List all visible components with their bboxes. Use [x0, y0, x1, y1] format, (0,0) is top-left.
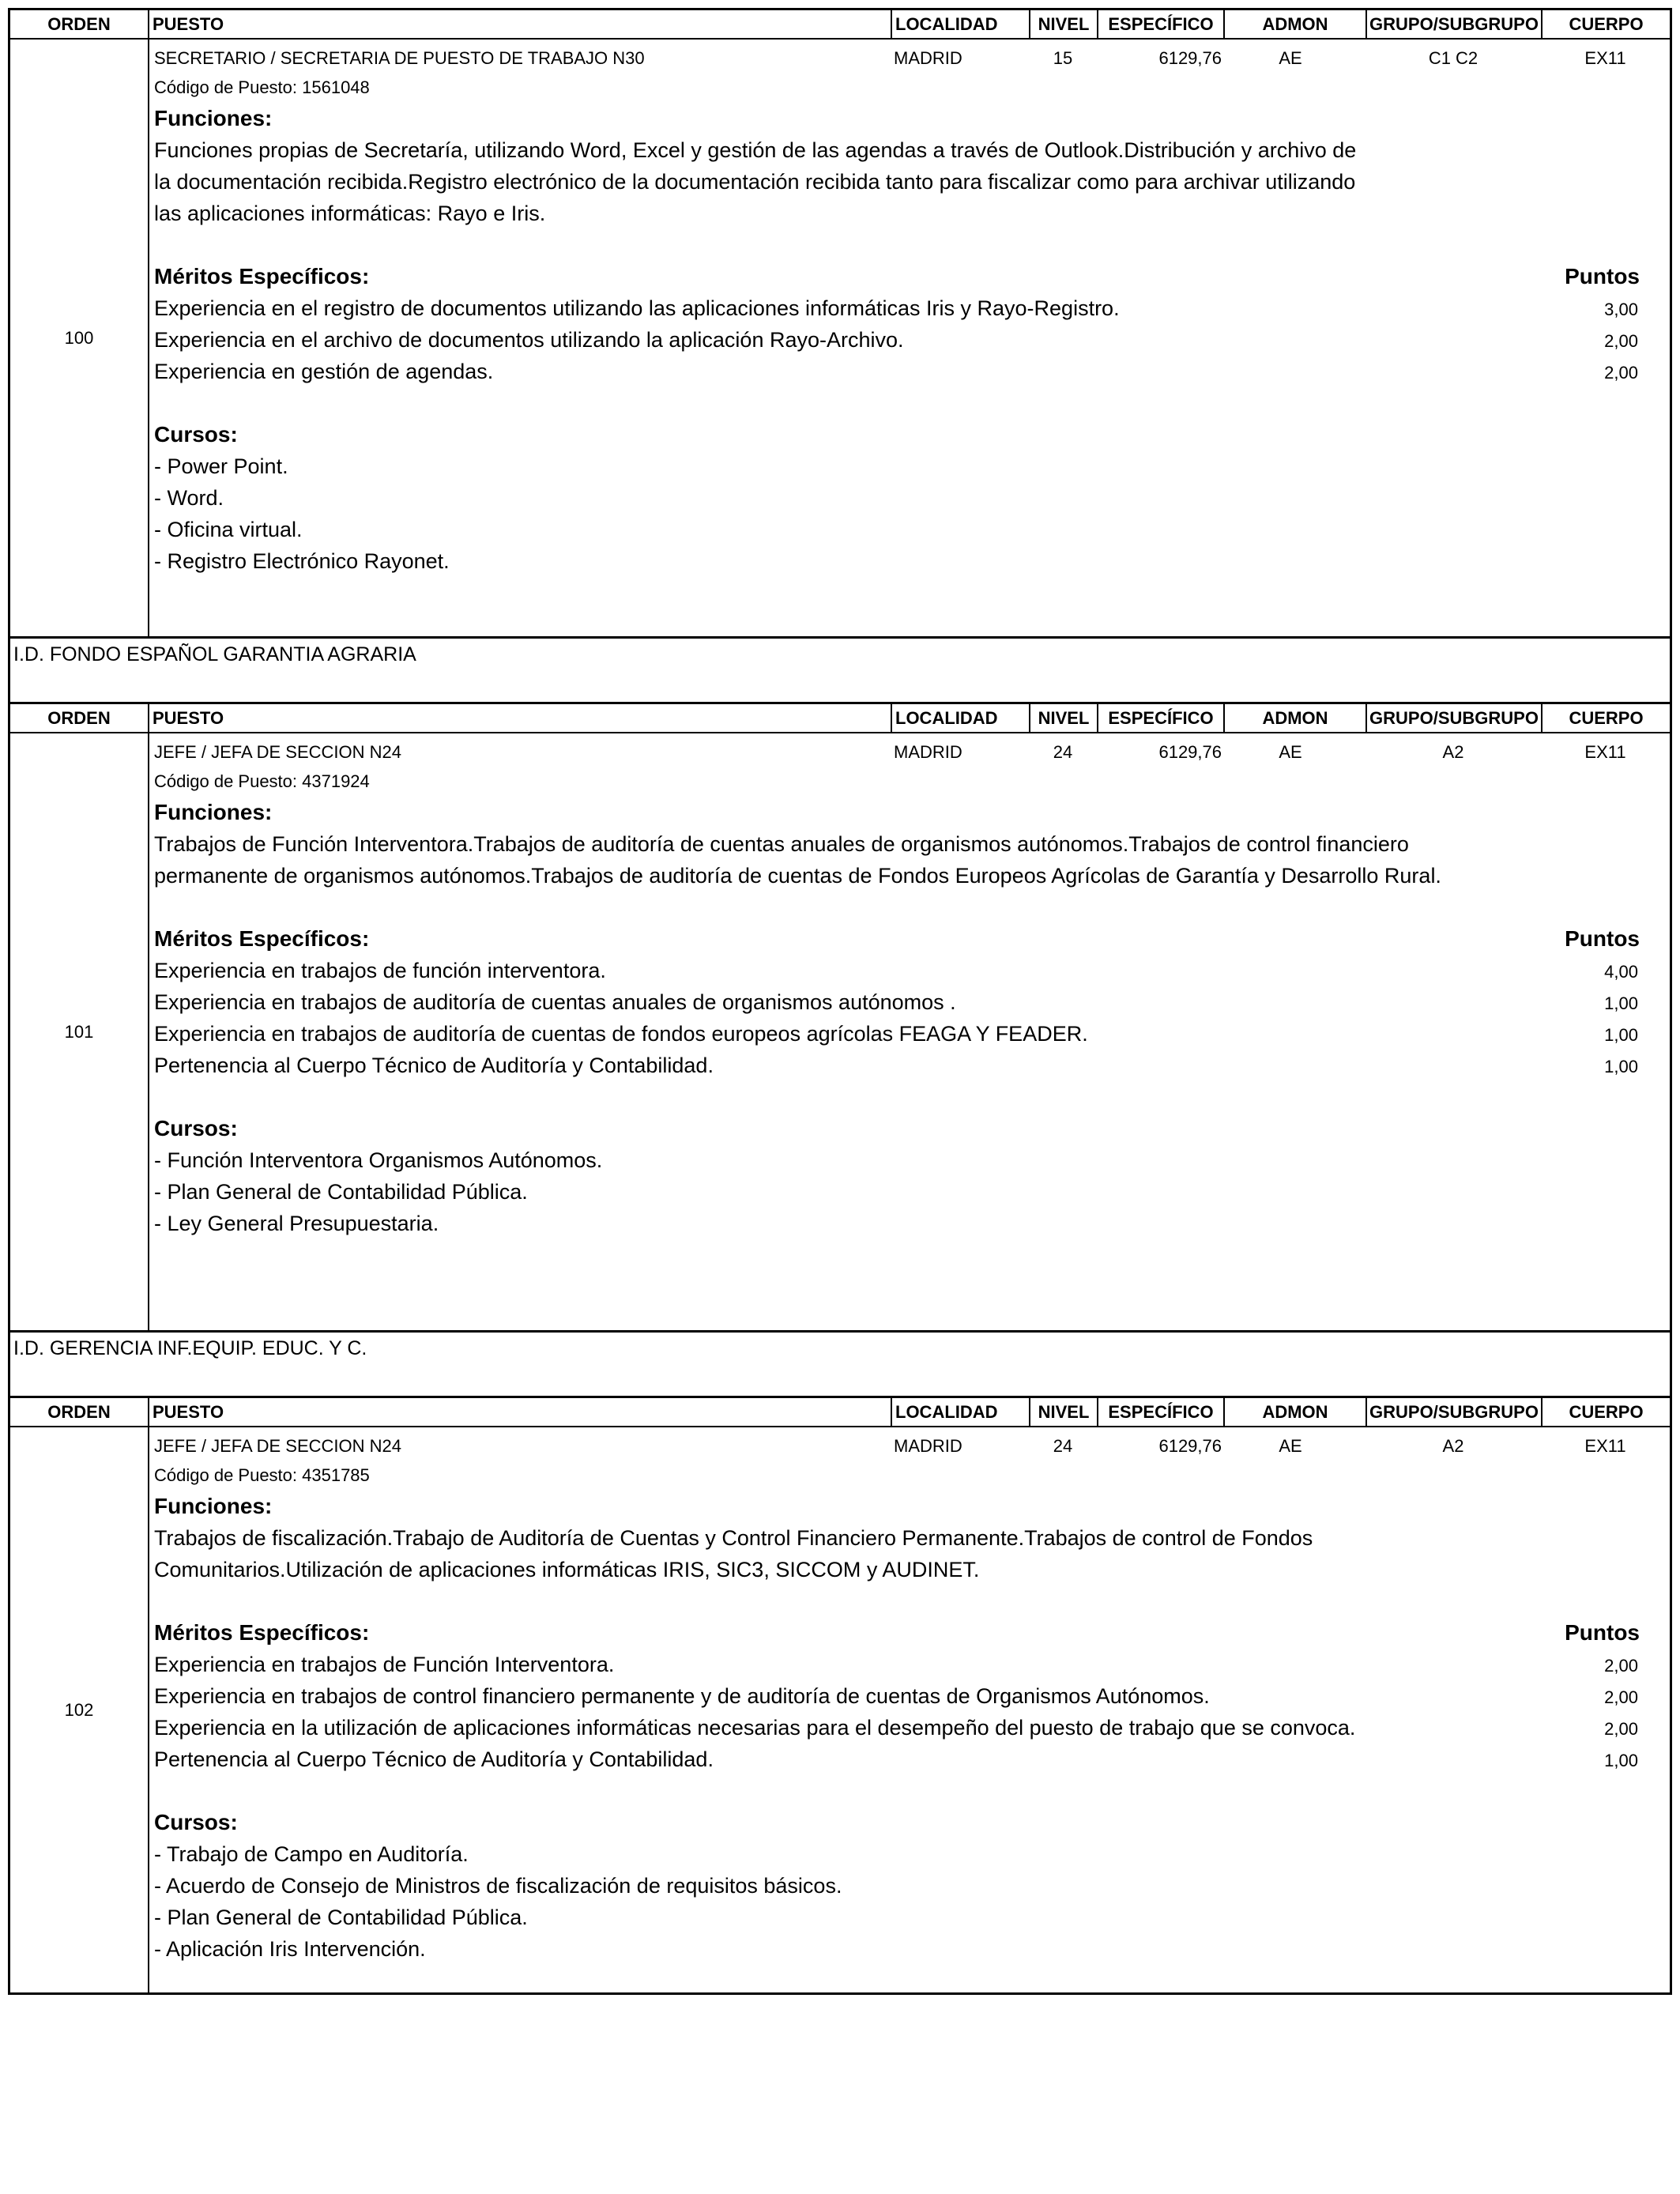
column-header: ADMON — [1223, 704, 1365, 732]
meritos-header — [154, 1617, 1670, 1649]
section-title-text: I.D. FONDO ESPAÑOL GARANTIA AGRARIA — [13, 643, 416, 665]
curso-item: - Ley General Presupuestaria. — [154, 1212, 439, 1235]
merito-text: Experiencia en gestión de agendas. — [154, 360, 494, 383]
column-header: NIVEL — [1029, 10, 1097, 38]
merito-puntos: 2,00 — [1604, 363, 1638, 383]
field-admon: AE — [1279, 48, 1302, 68]
merito-row — [154, 1050, 1670, 1081]
field-admon: AE — [1279, 742, 1302, 762]
column-header: ADMON — [1223, 10, 1365, 38]
cursos-heading: Cursos: — [154, 1810, 238, 1834]
merito-row — [154, 1744, 1670, 1775]
puntos-heading: Puntos — [1565, 264, 1640, 288]
field-nivel: 24 — [1053, 742, 1073, 762]
column-divider — [148, 733, 149, 1330]
field-puesto: SECRETARIO / SECRETARIA DE PUESTO DE TRABAJO N30 — [154, 48, 645, 68]
merito-text: Pertenencia al Cuerpo Técnico de Auditoría y Contabilidad. — [154, 1054, 714, 1077]
entry-content — [154, 1491, 1670, 1965]
cursos-heading: Cursos: — [154, 422, 238, 447]
table-header — [8, 702, 1672, 733]
merito-puntos: 3,00 — [1604, 300, 1638, 319]
funciones-line: Trabajos de fiscalización.Trabajo de Auditoría de Cuentas y Control Financiero Permanente.Trabajos de control de Fondos — [154, 1526, 1313, 1550]
table-header — [8, 8, 1672, 40]
entry-content — [154, 797, 1670, 1239]
field-localidad: MADRID — [894, 742, 962, 762]
merito-puntos: 2,00 — [1604, 1656, 1638, 1676]
column-header: ESPECÍFICO — [1097, 10, 1223, 38]
column-header: CUERPO — [1541, 10, 1670, 38]
merito-row — [154, 1680, 1670, 1712]
column-header: ESPECÍFICO — [1097, 704, 1223, 732]
curso-item: - Acuerdo de Consejo de Ministros de fiscalización de requisitos básicos. — [154, 1874, 842, 1898]
curso-item: - Word. — [154, 486, 224, 510]
column-divider — [148, 40, 149, 636]
orden-number: 102 — [64, 1700, 94, 1720]
column-header: PUESTO — [148, 704, 891, 732]
codigo-puesto: Código de Puesto: 4371924 — [154, 771, 370, 791]
curso-item: - Registro Electrónico Rayonet. — [154, 549, 450, 573]
column-header: NIVEL — [1029, 1398, 1097, 1426]
column-header: LOCALIDAD — [891, 10, 1029, 38]
funciones-heading: Funciones: — [154, 800, 273, 824]
merito-text: Experiencia en trabajos de Función Interventora. — [154, 1653, 615, 1676]
field-localidad: MADRID — [894, 48, 962, 68]
curso-item: - Power Point. — [154, 454, 288, 478]
codigo-puesto: Código de Puesto: 4351785 — [154, 1465, 370, 1485]
column-header: CUERPO — [1541, 1398, 1670, 1426]
column-divider — [148, 1427, 149, 1992]
merito-row — [154, 955, 1670, 986]
orden-number: 100 — [64, 328, 94, 348]
merito-puntos: 1,00 — [1604, 1025, 1638, 1045]
curso-item: - Trabajo de Campo en Auditoría. — [154, 1842, 469, 1866]
meritos-heading: Méritos Específicos: — [154, 1620, 370, 1645]
orden-number: 101 — [64, 1022, 94, 1042]
field-nivel: 15 — [1053, 48, 1073, 68]
funciones-line: Funciones propias de Secretaría, utilizando Word, Excel y gestión de las agendas a través de Outlook.Distribución y archivo de — [154, 138, 1357, 162]
job-entry — [8, 1427, 1672, 1995]
merito-text: Experiencia en trabajos de función interventora. — [154, 959, 606, 982]
curso-item: - Función Interventora Organismos Autónomos. — [154, 1148, 603, 1172]
field-especifico: 6129,76 — [1158, 48, 1222, 68]
column-header: GRUPO/SUBGRUPO — [1365, 1398, 1541, 1426]
field-puesto: JEFE / JEFA DE SECCION N24 — [154, 742, 401, 762]
cursos-heading: Cursos: — [154, 1116, 238, 1140]
funciones-line: permanente de organismos autónomos.Trabajos de auditoría de cuentas de Fondos Europeos Agrícolas de Garantía y Desarrollo Rural. — [154, 864, 1441, 888]
curso-item: - Oficina virtual. — [154, 518, 303, 541]
field-cuerpo: EX11 — [1584, 1436, 1626, 1456]
merito-text: Experiencia en trabajos de control financiero permanente y de auditoría de cuentas de Organismos Autónomos. — [154, 1684, 1210, 1708]
column-header: PUESTO — [148, 1398, 891, 1426]
merito-text: Experiencia en trabajos de auditoría de cuentas de fondos europeos agrícolas FEAGA Y FEADER. — [154, 1022, 1088, 1046]
merito-row — [154, 324, 1670, 356]
column-header: PUESTO — [148, 10, 891, 38]
column-header: GRUPO/SUBGRUPO — [1365, 704, 1541, 732]
merito-puntos: 2,00 — [1604, 1719, 1638, 1739]
funciones-heading: Funciones: — [154, 106, 273, 130]
field-grupo: A2 — [1442, 1436, 1464, 1456]
column-header: LOCALIDAD — [891, 1398, 1029, 1426]
merito-row — [154, 292, 1670, 324]
puntos-heading: Puntos — [1565, 1620, 1640, 1645]
merito-puntos: 1,00 — [1604, 1751, 1638, 1770]
meritos-heading: Méritos Específicos: — [154, 264, 370, 288]
meritos-header — [154, 261, 1670, 292]
codigo-puesto: Código de Puesto: 1561048 — [154, 77, 370, 97]
meritos-heading: Méritos Específicos: — [154, 926, 370, 951]
merito-text: Experiencia en trabajos de auditoría de cuentas anuales de organismos autónomos . — [154, 990, 956, 1014]
puntos-heading: Puntos — [1565, 926, 1640, 951]
merito-row — [154, 986, 1670, 1018]
merito-row — [154, 1018, 1670, 1050]
merito-text: Experiencia en la utilización de aplicaciones informáticas necesarias para el desempeño del puesto de trabajo que se convoca. — [154, 1716, 1356, 1740]
column-header: NIVEL — [1029, 704, 1097, 732]
section-title-text: I.D. GERENCIA INF.EQUIP. EDUC. Y C. — [13, 1337, 367, 1359]
field-puesto: JEFE / JEFA DE SECCION N24 — [154, 1436, 401, 1456]
meritos-header — [154, 923, 1670, 955]
merito-text: Experiencia en el registro de documentos utilizando las aplicaciones informáticas Iris y Rayo-Registro. — [154, 296, 1120, 320]
column-header: ORDEN — [47, 708, 111, 728]
merito-row — [154, 1712, 1670, 1744]
merito-puntos: 2,00 — [1604, 331, 1638, 351]
column-header: ESPECÍFICO — [1097, 1398, 1223, 1426]
merito-row — [154, 1649, 1670, 1680]
field-cuerpo: EX11 — [1584, 48, 1626, 68]
column-header: GRUPO/SUBGRUPO — [1365, 10, 1541, 38]
column-header: ORDEN — [47, 1402, 111, 1422]
entry-content — [154, 103, 1670, 577]
field-especifico: 6129,76 — [1158, 1436, 1222, 1456]
funciones-line: las aplicaciones informáticas: Rayo e Iris. — [154, 202, 546, 225]
field-grupo: A2 — [1442, 742, 1464, 762]
funciones-line: la documentación recibida.Registro electrónico de la documentación recibida tanto para fiscalizar como para archivar utilizando — [154, 170, 1356, 194]
funciones-line: Comunitarios.Utilización de aplicaciones informáticas IRIS, SIC3, SICCOM y AUDINET. — [154, 1558, 980, 1581]
column-header: LOCALIDAD — [891, 704, 1029, 732]
field-nivel: 24 — [1053, 1436, 1073, 1456]
table-header — [8, 1396, 1672, 1427]
funciones-heading: Funciones: — [154, 1494, 273, 1518]
document-page — [8, 8, 1672, 1995]
curso-item: - Plan General de Contabilidad Pública. — [154, 1906, 528, 1929]
field-admon: AE — [1279, 1436, 1302, 1456]
job-entry — [8, 40, 1672, 639]
field-cuerpo: EX11 — [1584, 742, 1626, 762]
curso-item: - Plan General de Contabilidad Pública. — [154, 1180, 528, 1204]
column-header: ADMON — [1223, 1398, 1365, 1426]
section-title — [8, 639, 1672, 702]
merito-puntos: 4,00 — [1604, 962, 1638, 982]
job-entry — [8, 733, 1672, 1333]
field-grupo: C1 C2 — [1428, 48, 1478, 68]
funciones-line: Trabajos de Función Interventora.Trabajos de auditoría de cuentas anuales de organismos autónomos.Trabajos de control financiero — [154, 832, 1409, 856]
merito-puntos: 1,00 — [1604, 1057, 1638, 1076]
merito-puntos: 1,00 — [1604, 993, 1638, 1013]
merito-text: Pertenencia al Cuerpo Técnico de Auditoría y Contabilidad. — [154, 1747, 714, 1771]
column-header: ORDEN — [47, 14, 111, 34]
curso-item: - Aplicación Iris Intervención. — [154, 1937, 426, 1961]
field-localidad: MADRID — [894, 1436, 962, 1456]
section-title — [8, 1333, 1672, 1396]
merito-text: Experiencia en el archivo de documentos utilizando la aplicación Rayo-Archivo. — [154, 328, 904, 352]
field-especifico: 6129,76 — [1158, 742, 1222, 762]
merito-row — [154, 356, 1670, 387]
merito-puntos: 2,00 — [1604, 1687, 1638, 1707]
column-header: CUERPO — [1541, 704, 1670, 732]
